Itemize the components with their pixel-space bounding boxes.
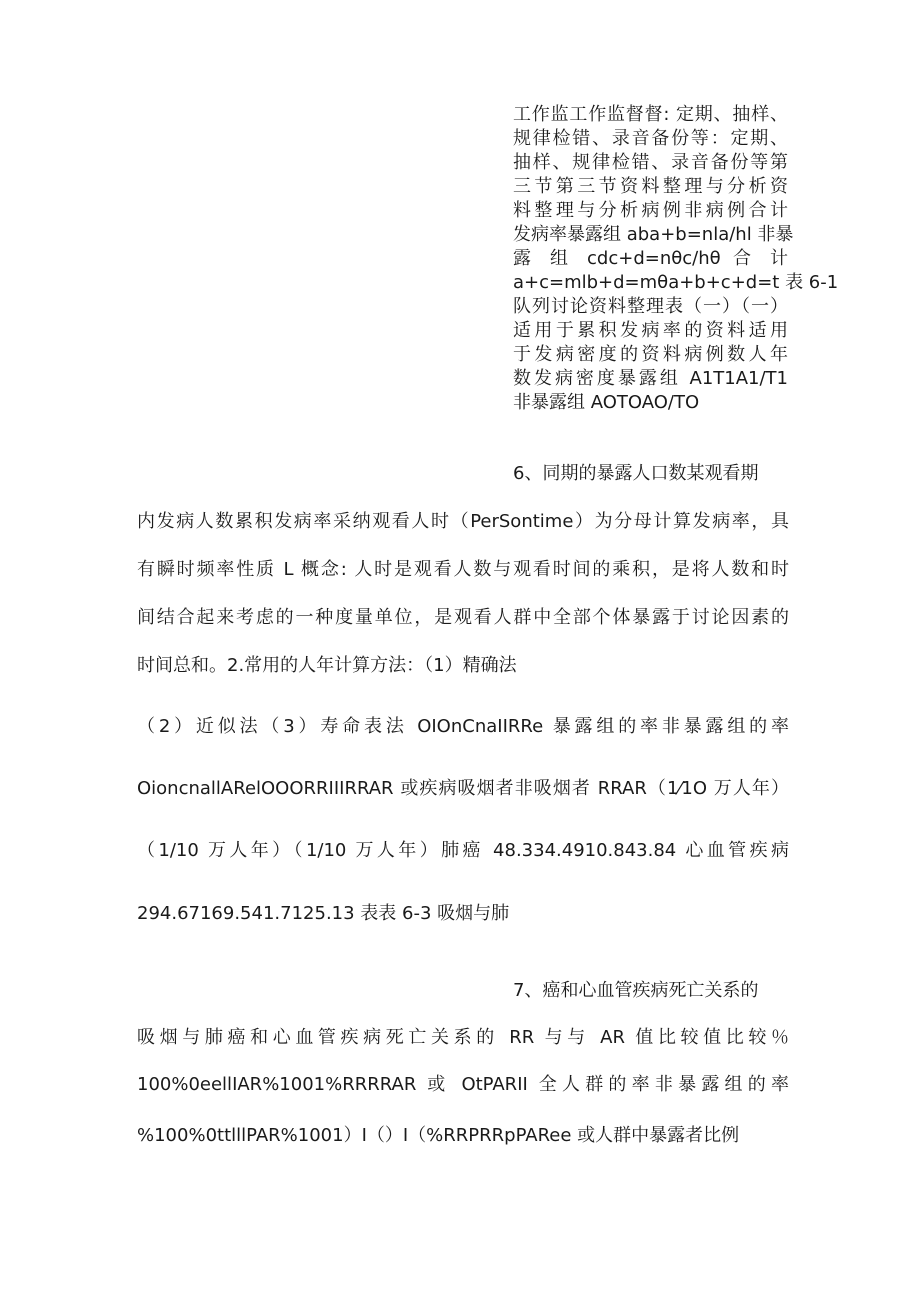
paragraph-line: 100%0eellIAR%1001%RRRRAR 或 OtPARII 全人群的率非暴露组的率: [137, 1074, 789, 1095]
paragraph-line: 时间总和。2.常用的人年计算方法：（1）精确法: [137, 655, 517, 676]
column-line: 发病率暴露组 aba+b=nla∕hl 非暴: [513, 224, 794, 245]
section-6-heading: 6、同期的暴露人口数某观看期: [513, 463, 759, 484]
paragraph-line: 有瞬时频率性质 L 概念: 人时是观看人数与观看时间的乘积，是将人数和时: [137, 559, 789, 580]
column-line: a+c=mlb+d=mθa+b+c+d=t 表 6-1: [513, 272, 839, 293]
column-line: 非暴露组 AOTOAO/TO: [513, 392, 700, 413]
column-line: 规律检错、录音备份等：定期、: [513, 128, 788, 149]
column-line: 适用于累积发病率的资料适用: [513, 320, 788, 341]
notes-column: [513, 103, 839, 415]
column-line: 于发病密度的资料病例数人年: [513, 344, 788, 365]
paragraph-line: 内发病人数累积发病率采纳观看人时（PerSontime）为分母计算发病率，具: [137, 511, 789, 532]
column-line: 工作监工作监督督: 定期、抽样、: [513, 104, 788, 125]
data-line: 294.67169.541.7125.13 表表 6-3 吸烟与肺: [137, 903, 510, 924]
paragraph-line: %100%0ttlllPAR%1001）I（）I（%RRPRRpPARee 或人群中暴露者比例: [137, 1125, 740, 1146]
column-line: 露 组 cdc+d=nθc∕hθ 合 计: [513, 248, 788, 269]
paragraph-line: 吸烟与肺癌和心血管疾病死亡关系的 RR 与与 AR 值比较值比较％: [137, 1027, 789, 1048]
paragraph-line: 间结合起来考虑的一种度量单位，是观看人群中全部个体暴露于讨论因素的: [137, 607, 789, 628]
column-line: 队列讨论资料整理表（一）（一）: [513, 296, 788, 317]
section-7-heading: 7、癌和心血管疾病死亡关系的: [513, 980, 759, 1001]
data-line: （1/10 万人年）（1/10 万人年）肺癌 48.334.4910.843.84 心血管疾病: [137, 840, 789, 861]
data-line: （2）近似法（3）寿命表法 OIOnCnaIIRRe 暴露组的率非暴露组的率: [137, 716, 789, 737]
data-line: OioncnallARelOOORRIIIRRAR 或疾病吸烟者非吸烟者 RRAR（1⁄1O 万人年）: [137, 778, 789, 799]
column-line: 数发病密度暴露组 A1T1A1/T1: [513, 368, 788, 389]
column-line: 三节第三节资料整理与分析资: [513, 176, 788, 197]
column-line: 抽样、规律检错、录音备份等第: [513, 152, 788, 173]
column-line: 料整理与分析病例非病例合计: [513, 200, 788, 221]
